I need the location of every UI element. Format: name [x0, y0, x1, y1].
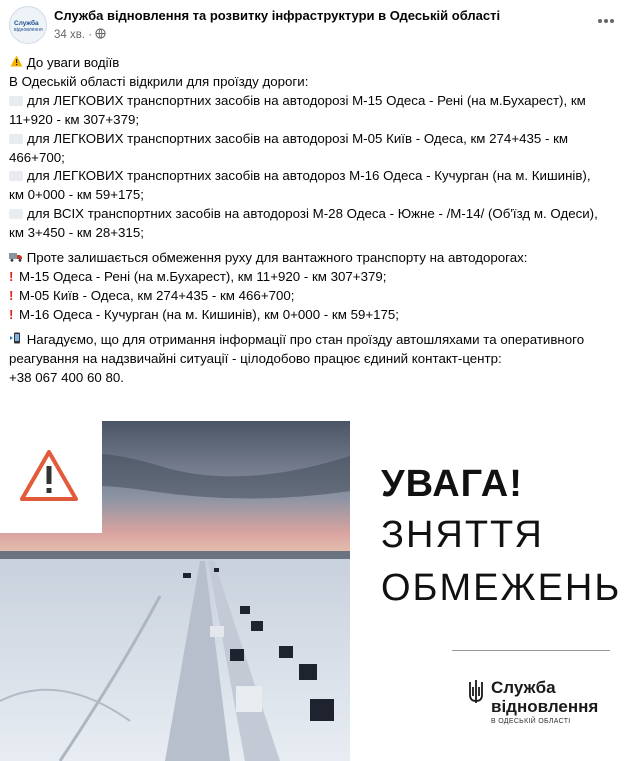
logo-line2: відновлення — [491, 697, 599, 716]
warning-sign-box — [0, 421, 102, 533]
exclamation-icon: ! — [9, 268, 14, 284]
restricted-text: М-16 Одеса - Кучурган (на м. Кишинів), км 0+000 - км 59+175; — [19, 306, 399, 322]
banner-divider — [452, 650, 610, 651]
road-icon — [9, 96, 23, 106]
globe-icon — [95, 28, 106, 39]
road-icon — [9, 134, 23, 144]
meta-separator: · — [88, 29, 93, 41]
road-icon — [9, 171, 23, 181]
road-open-item — [9, 205, 609, 243]
post-text — [9, 54, 609, 387]
logo-line1: Служба — [491, 678, 556, 697]
reminder-line — [9, 331, 609, 369]
more-icon — [597, 18, 615, 24]
banner-title-2: ЗНЯТТЯ — [381, 514, 544, 556]
post-image[interactable] — [0, 421, 625, 761]
avatar-line1: Служба — [14, 20, 39, 27]
road-icon — [9, 209, 23, 219]
truck-icon — [9, 249, 23, 268]
restriction-intro-line — [9, 249, 609, 268]
warning-icon — [9, 54, 23, 73]
intro-line: В Одеській області відкрили для проїзду дороги: — [9, 73, 309, 89]
page-name-link[interactable]: Служба відновлення та розвитку інфраструктури в Одеській області — [54, 8, 501, 23]
reminder-text: Нагадуємо, що для отримання інформації про стан проїзду автошляхами та оперативного реагування на надзвичайні ситуації - цілодобово працює єдиний контакт-центр: — [9, 331, 585, 366]
road-open-text: для ЛЕГКОВИХ транспортних засобів на автодорозі М-05 Київ - Одеса, км 274+435 - км 466+700; — [9, 130, 569, 165]
banner-title-1: УВАГА! — [381, 463, 523, 505]
warning-triangle-icon — [19, 449, 79, 503]
avatar[interactable] — [9, 6, 47, 44]
restricted-item — [9, 287, 609, 306]
restriction-intro-text: Проте залишається обмеження руху для вантажного транспорту на автодорогах: — [26, 250, 528, 266]
attention-line — [9, 54, 609, 73]
post-header — [9, 6, 619, 46]
road-open-item — [9, 167, 609, 205]
banner-title-3: ОБМЕЖЕНЬ — [381, 567, 622, 609]
trident-icon — [468, 679, 484, 705]
road-open-item — [9, 92, 609, 130]
phone-icon — [9, 331, 23, 350]
post-meta — [54, 28, 106, 41]
exclamation-icon: ! — [9, 306, 14, 322]
restricted-text: М-05 Київ - Одеса, км 274+435 - км 466+700; — [19, 287, 295, 303]
attention-text: До уваги водіїв — [26, 55, 120, 70]
restricted-item — [9, 306, 609, 325]
road-open-text: для ВСІХ транспортних засобів на автодорозі М-28 Одеса - Южне - /М-14/ (Об'їзд м. Одеси), км 3+450 - км 28+315; — [9, 206, 598, 241]
avatar-line2: відновлення — [14, 27, 43, 33]
phone-number[interactable]: +38 067 400 60 80. — [9, 369, 124, 385]
exclamation-icon: ! — [9, 287, 14, 303]
restricted-item — [9, 268, 609, 287]
restricted-text: М-15 Одеса - Рені (на м.Бухарест), км 11+920 - км 307+379; — [19, 268, 387, 284]
logo-line3: В ОДЕСЬКІЙ ОБЛАСТІ — [491, 718, 571, 725]
post-time[interactable]: 34 хв. — [54, 29, 86, 41]
road-open-text: для ЛЕГКОВИХ транспортних засобів на автодороз М-16 Одеса - Кучурган (на м. Кишинів), км 0+000 - км 59+175; — [9, 168, 591, 203]
road-open-text: для ЛЕГКОВИХ транспортних засобів на автодорозі М-15 Одеса - Рені (на м.Бухарест), км 11+920 - км 307+379; — [9, 92, 586, 127]
more-options-button[interactable] — [597, 8, 615, 29]
road-open-item — [9, 130, 609, 168]
